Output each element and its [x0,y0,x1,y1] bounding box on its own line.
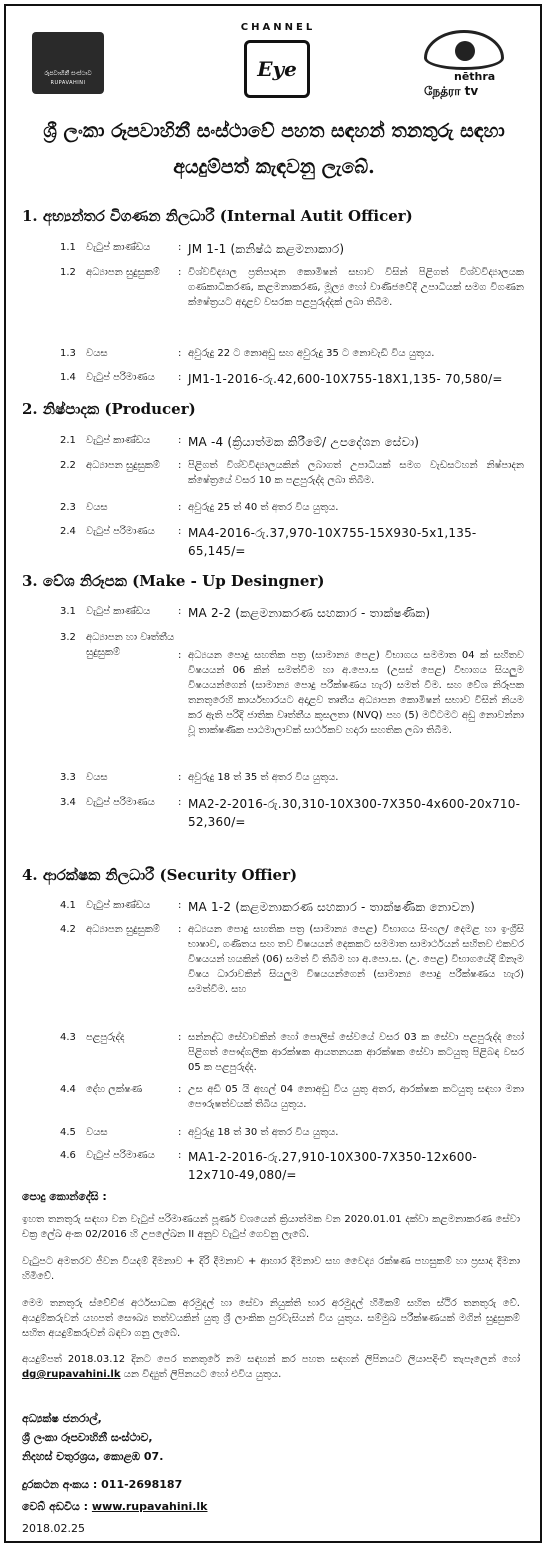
email-link[interactable]: dg@rupavahini.lk [22,1369,121,1380]
row-label: වැටුප් කාණ්ඩය [86,900,151,911]
row-value: අවුරුදු 18 ත් 30 ත් අතර විය යුතුය. [188,1127,339,1138]
conditions-heading: පොදු කොන්දේසි : [22,1190,107,1203]
row-value: අධ්‍යයන පොදු සහතික පත්‍ර (සාමාන්‍ය පෙළ) විභාගය සමමාත 04 ක් සහිතව විෂයයන් 06 කින් සමත්වීම හා අ.පො.ස (උසස් පෙළ) විභාගය සියලුම විෂයයන්ගෙන් (සාමාන්‍ය පොදු පරීක්ෂණය හැර) සමත් වීම. සහ වේශ නිරූපක තනතුරෙහි කාර්යභාරයට අදාළව තෘතීය අධ්‍යාපන කොමිෂන් සභාව විසින් නියම කර ඇති පරිදි ජාතික වෘත්තීය කුසලතා (NVQ) පහ (5) මට්ටමට අඩු නොවන්නා වූ තාක්ෂණික පාඨමාලාවක් සාර්ථකව හදාරා සහතික ලබා තිබීම. [188,650,524,736]
row-colon: : [178,797,182,808]
row-number: 3.4 [60,797,76,808]
row-label: වයස [86,502,108,513]
row-number: 2.3 [60,502,76,513]
row-colon: : [178,242,182,253]
conditions-paragraph-4 [22,1352,520,1382]
channel-eye-logo-text: Eye [257,57,297,81]
row-value: JM1-1-2016-රු.42,600-10X755-18X1,135- 70,580/= [188,372,503,386]
row-number: 3.1 [60,606,76,617]
row-label: වැටුප් පරිමාණය [86,526,155,537]
row-label: දේහ ලක්ෂණ [86,1084,143,1095]
row-value: විශ්වවිද්‍යාල ප්‍රතිපාදන කොමිෂන් සභාව විසින් පිළිගත් විශ්වවිද්‍යාලයක ගණකාධිකරණ, කළමනාකරණ, මූල්‍ය හෝ වාණිජවේදී උපාධියක් සමග විගණන ක්ෂේත්‍රයට අදාළව වසරක පළපුරුද්දක් ලබා තිබීම. [188,267,524,308]
conditions-paragraph-1: ඉහත තනතුරු සඳහා වන වැටුප් පරිමාණයන් පූර්ණ වශයෙන් ක්‍රියාත්මක වන 2020.01.01 දක්වා කළමනාකරණ සේවා චක්‍ර ලේඛ අංක 02/2016 හි උපලේඛන II අනුව වැටුප් ගෙවනු ලැබේ. [22,1214,520,1240]
row-label: වැටුප් කාණ්ඩය [86,606,151,617]
address-line-3: නිදහස් චතුරශ්‍රය, කොළඹ 07. [22,1450,164,1463]
row-value: සන්නද්ධ සේවාවකින් හෝ පොලිස් සේවයේ වසර 03 ක සේවා පළපුරුද්ද හෝ පිළිගත් පෞද්ගලික ආරක්ෂක ආයතනයක ආරක්ෂක සේවා කටයුතු පිළිබඳ වසර 05 ක පළපුරුද්ද. [188,1032,524,1073]
row-value: MA4-2016-රු.37,970-10X755-15X930-5x1,135-65,145/= [188,526,477,558]
headline-line-2: අයදුම්පත් කැඳවනු ලැබේ. [173,156,375,178]
rupavahini-logo-english: RUPAVAHINI [50,80,86,86]
row-value: MA 2-2 (කළමනාකරණ සහකාර - තාක්ෂණික) [188,606,431,620]
channel-eye-logo-word: CHANNEL [240,22,316,33]
rupavahini-logo-sinhala: රූපවාහිනී සංස්ථාව [44,70,92,77]
row-label: වැටුප් කාණ්ඩය [86,435,151,446]
address-line-2: ශ්‍රී ලංකා රූපවාහිනී සංස්ථාව, [22,1431,153,1444]
row-label: වයස [86,772,108,783]
conditions-paragraph-4-end: යන විද්‍යුත් ලිපිනයට හෝ එවිය යුතුය. [120,1369,282,1380]
row-colon: : [178,1084,182,1095]
row-number: 1.1 [60,242,76,253]
row-value: අවුරුදු 22 ට නොඅඩු සහ අවුරුදු 35 ට නොවැඩි විය යුතුය. [188,348,435,359]
row-colon: : [178,1127,182,1138]
row-label: වැටුප් පරිමාණය [86,1150,155,1161]
row-label: අධ්‍යාපන සුදුසුකම් [86,924,161,935]
row-label: අධ්‍යාපන සුදුසුකම් [86,460,161,471]
row-number: 4.1 [60,900,76,911]
row-colon: : [178,900,182,911]
row-colon: : [178,1150,182,1161]
conditions-paragraph-2: වැටුපට අමතරව ජීවන වියදම් දීමනාව + දිරි දීමනාව + ආහාර දීමනාව සහ වෛද්‍ය රක්ෂණ පහසුකම් හා ප්‍රසාද දීමනා හිමිවේ. [22,1256,520,1282]
section-heading-security: 4. ආරක්ෂක නිලධාරී (Security Offier) [22,866,298,884]
row-number: 1.4 [60,372,76,383]
row-number: 2.1 [60,435,76,446]
row-value: උස අඩි 05 යි අඟල් 04 නොඅඩු විය යුතු අතර, ආරක්ෂක කටයුතු සඳහා මනා පෞරුෂත්වයක් තිබිය යුතුය. [188,1084,524,1110]
headline-line-1: ශ්‍රී ලංකා රූපවාහිනී සංස්ථාවේ පහත සඳහන් තනතුරු සඳහා [43,120,505,142]
row-value: MA 1-2 (කළමනාකරණ සහකාර - තාක්ෂණික නොවන) [188,900,476,914]
eye-icon [424,30,504,70]
conditions-paragraph-3: මෙම තනතුරු ස්වේච්ඡ අර්ථසාධක අරමුදල් හා සේවා නියුක්ති භාර අරමුදල් හිමිකම් සහිත ස්ථිර තනතුරු වේ. අයදුම්කරුවන් යහපත් සෞඛ්‍ය තත්වයකින් යුතු ශ්‍රී ලාංකික පුරවැසියන් විය යුතුය. සම්මුඛ පරීක්ෂණයක් මගින් සුදුසුකම් සහිත අයදුම්කරුවන් බඳවා ගනු ලැබේ. [22,1298,520,1339]
row-number: 4.6 [60,1150,76,1161]
row-value: අධ්‍යයන පොදු සහතික පත්‍ර (සාමාන්‍ය පෙළ) විභාගය සිංහල/ දෙමළ හා ඉංග්‍රීසි භාෂාව, ගණිතය සහ තව විෂයයන් දෙකකට සමමාත සාමාර්ථයන් සහිතව එකවර විෂයයන් හයකින් (06) සමත් වී තිබීම හා අ.පො.ස. (උ. පෙළ) විභාගයේදී ඕනෑම විෂය ධාරාවකින් සියලුම විෂයයන්ගෙන් (සාමාන්‍ය පොදු පරීක්ෂණය හැර) සමත්වීම. සහ [188,924,524,995]
row-colon: : [178,435,182,446]
row-colon: : [178,348,182,359]
phone-line [22,1478,182,1492]
row-number: 4.4 [60,1084,76,1095]
row-label: වයස [86,348,108,359]
row-label: අධ්‍යාපන සුදුසුකම් [86,267,161,278]
row-value: අවුරුදු 25 ත් 40 ත් අතර විය යුතුය. [188,502,339,513]
phone-number: 011-2698187 [101,1478,183,1491]
website-label: වෙබ් අඩවිය : [22,1500,92,1513]
row-number: 2.2 [60,460,76,471]
row-colon: : [178,650,182,661]
row-label: වැටුප් පරිමාණය [86,797,155,808]
row-value: පිළිගත් විශ්වවිද්‍යාලයකින් ලබාගත් උපාධියක් සමග වැඩසටහන් නිෂ්පාදන ක්ෂේත්‍රයේ වසර 10 ක පළපුරුද්ද ලබා තිබීම. [188,460,524,486]
row-number: 3.3 [60,772,76,783]
row-label: වැටුප් පරිමාණය [86,372,155,383]
section-heading-make-up: 3. වේශ නිරූපක (Make - Up Desingner) [22,572,325,590]
row-colon: : [178,502,182,513]
rupavahini-logo [32,32,104,94]
row-number: 2.4 [60,526,76,537]
row-value: MA2-2-2016-රු.30,310-10X300-7X350-4x600-20x710-52,360/= [188,797,521,829]
row-number: 1.2 [60,267,76,278]
row-value: MA1-2-2016-රු.27,910-10X300-7X350-12x600-12x710-49,080/= [188,1150,477,1182]
row-colon: : [178,772,182,783]
section-heading-producer: 2. නිෂ්පාදක (Producer) [22,400,196,418]
row-colon: : [178,460,182,471]
row-label: පළපුරුද්ද [86,1032,125,1043]
row-colon: : [178,1032,182,1043]
address-line-1: අධ්‍යක්ෂ ජනරාල්, [22,1412,102,1425]
row-value: JM 1-1 (කනිෂ්ඨ කළමනාකාර) [188,242,345,256]
website-link[interactable]: www.rupavahini.lk [91,1500,208,1513]
channel-eye-logo-mark [244,40,310,98]
row-colon: : [178,526,182,537]
row-colon: : [178,267,182,278]
row-label: වැටුප් කාණ්ඩය [86,242,151,253]
nethra-tv-logo [414,30,524,102]
phone-label: දුරකථන අංකය : [22,1478,102,1491]
logo-bar [10,12,536,108]
notice-date: 2018.02.25 [22,1522,85,1535]
conditions-paragraph-4-start: අයදුම්පත් 2018.03.12 දිනට පෙර තනතුරේ නම සඳහන් කර පහත සඳහන් ලිපිනයට ලියාපදිංචි තැපෑලෙන් හෝ [22,1354,520,1365]
row-label: අධ්‍යාපන හා වෘත්තීය සුදුසුකම් [86,632,175,658]
row-number: 3.2 [60,632,76,643]
row-colon: : [178,372,182,383]
row-number: 1.3 [60,348,76,359]
nethra-logo-name-tamil: நேத்ரா tv [424,84,479,98]
row-value: අවුරුදු 18 ත් 35 ත් අතර විය යුතුය. [188,772,339,783]
nethra-logo-name: nēthra [454,70,496,83]
channel-eye-logo [238,22,318,102]
row-label: වයස [86,1127,108,1138]
row-number: 4.2 [60,924,76,935]
section-heading-internal-audit: 1. අභ්‍යන්තර විගණන නිලධාරී (Internal Autit Officer) [22,207,413,225]
row-value: MA -4 (ක්‍රියාත්මක කිරීමේ/ උපදේශන සේවා) [188,435,420,449]
row-colon: : [178,606,182,617]
row-number: 4.5 [60,1127,76,1138]
row-number: 4.3 [60,1032,76,1043]
row-colon: : [178,924,182,935]
website-line [22,1500,207,1514]
